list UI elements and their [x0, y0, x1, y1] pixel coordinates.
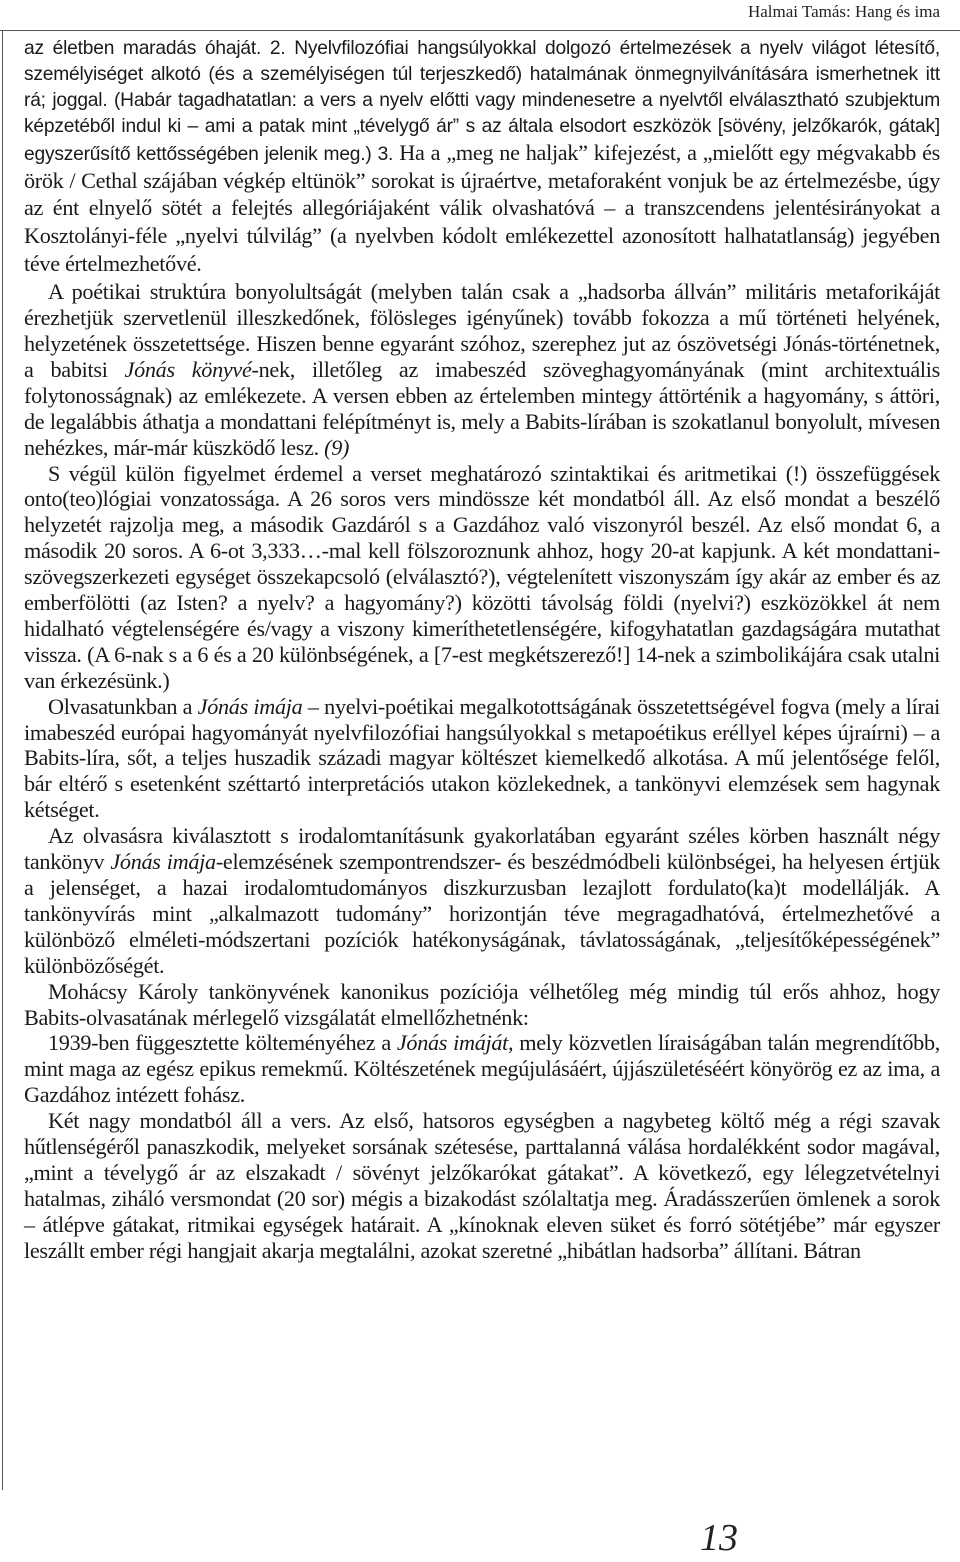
quote-1-text-b: mely közvetlen líraiságában talán megrendítőbb, mint maga az egész epikus remekmű. Költészetének megújulásáért, újjászületéséért könyörög ez az ima, a Gazdához intézett fohász.: [24, 1030, 940, 1108]
running-header: Halmai Tamás: Hang és ima: [747, 2, 940, 21]
page-number: 13: [700, 1517, 738, 1559]
paragraph-1-serif-part: Ha a „meg ne haljak” kifejezést, a „mielőtt egy mégvakabb és örök / Cethal szájában végkép eltünök” sorokat is újraértve, metaforaként vonjuk be az értelmezésbe, úgy az ént elnyelő sötét a felejtés allegóriájaként válik olvashatóvá – a transzcendens jelentésirányokat a Kosztolányi-féle „nyelvi túlvilág” (a nyelvben kódolt emlékezettel azonosított halhatatlanság) jegyében téve értelmezhetővé.: [24, 139, 941, 277]
paragraph-5-text-b: -elemzésének szempontrendszer- és beszédmódbeli különbségei, ha helyesen értjük a jelenséget, a hazai irodalomtudományos diszkurzusban lezajlott fordulato(ka)t modellálják. A tankönyvírás mint „alkalmazott tudomány” horizontján téve megragadhatóvá, értelmezhetővé a különböző elméleti-módszertani pozíciók hatékonyságának, távlatosságának, „teljesítőképességének” különbözőségét.: [24, 849, 940, 978]
paragraph-4-italic: Jónás imája: [197, 693, 303, 719]
paragraph-4: [24, 694, 940, 824]
quote-1-italic: Jónás imáját,: [396, 1030, 514, 1056]
quote-paragraph-2: Két nagy mondatból áll a vers. Az első, hatsoros egységben a nagybeteg költő még a régi szavak hűtlenségéről panaszkodik, melyeket sorsának szétesése, parttalanná válása hordalékként sodor magával, „mint a tévelygő ár az elszakadt / sövényt jelzőkarókat gátakat”. A következő, egy lélegzetvételnyi hatalmas, ziháló versmondat (20 sor) mégis a bizakodást szólaltatja meg. Áradásszerűen ömlenek a sorok – átlépve gátakat, ritmikai egységek határait. A „kínoknak eleven süket és forró sötétjébe” már egyszer leszállt ember régi hangjait akarja megtalálni, azokat szeretné „hibátlan hadsorba” állítani. Bátran: [24, 1108, 940, 1263]
header-rule: [0, 30, 960, 31]
footnote-reference: (9): [324, 434, 350, 460]
paragraph-4-text-a: Olvasatunkban a: [48, 693, 198, 719]
paragraph-1: [24, 36, 940, 279]
paragraph-2-text-a: A poétikai struktúra bonyolultságát (melyben talán csak a „hadsorba állván” militáris metaforikáját érezhetjük szervetlenül illeszkedőnek, fölösleges igényűnek) tovább fokozza a mű történeti helyének, helyzetének összetettsége. Hiszen benne egyaránt szóhoz, szerephez jut az ószövetségi Jónás-történetnek, a babitsi: [24, 279, 940, 382]
paragraph-5-text-a: Az olvasásra kiválasztott s irodalomtanításunk gyakorlatában egyaránt széles körben használt négy tankönyv: [24, 823, 940, 875]
article-body: [24, 36, 940, 1264]
paragraph-4-text-b: – nyelvi-poétikai megalkotottságának összetettségével fogva (mely a lírai imabeszéd európai hagyományát nyelvfilozófiai hangsúlyokkal s metapoétikus eréllyel képes újraírni) – a Babits-líra, sőt, a teljes huszadik századi magyar költészet kiemelkedő alkotása. A mű jelentősége felől, bár eltérő s esetenként széttartó interpretációs utakon közlekednek, a tankönyvi elemzések sem hagynak kétséget.: [24, 693, 941, 823]
quote-1-text-a: 1939-ben függesztette költeményéhez a: [48, 1030, 397, 1056]
paragraph-2: [24, 279, 940, 460]
paragraph-5: [24, 823, 940, 978]
paragraph-2-text-b: -nek, illetőleg az imabeszéd szöveghagyományának (mint architextuális folytonosságnak) az emlékezete. A versen ebben az értelemben mintegy áttörténik a hagyomány, s áttöri, de legalábbis áthatja a mondattani felépítményt is, mely a Babits-lírában is szokatlanul bonyolult, mívesen nehézkes, már-már küszködő lesz.: [24, 356, 940, 460]
quote-paragraph-1: [24, 1030, 940, 1108]
paragraph-5-italic: Jónás imája: [110, 849, 216, 875]
paragraph-6: Mohácsy Károly tankönyvének kanonikus pozíciója vélhetőleg még mindig túl erős ahhoz, hogy Babits-olvasatának mérlegelő vizsgálatát elmellőzhetnénk:: [24, 978, 940, 1030]
paragraph-2-italic: Jónás könyvé: [124, 356, 252, 382]
paragraph-1-sans-part: az életben maradás óhaját. 2. Nyelvfilozófiai hangsúlyokkal dolgozó értelmezések a nyelv világot létesítő, személyiséget alkotó (és a személyiségen túl terjeszkedő) hatalmának önmegnyilvánítására ismerhetnek itt rá; joggal. (Habár tagadhatatlan: a vers a nyelv előtti vagy mindenesetre a nyelvtől elválasztható szubjektum képzetéből indul ki – ami a patak mint „tévelygő ár” s az általa elsodort eszközök [sövény, jelzőkarók, gátak] egyszerűsítő kettősségében jelenik meg.) 3.: [24, 38, 940, 165]
paragraph-3: S végül külön figyelmet érdemel a verset meghatározó szintaktikai és aritmetikai (!) összefüggések onto(teo)lógiai vonzatossága. A 26 soros vers mindössze két mondatból áll. Az első mondat a beszélő helyzetét rajzolja meg, a második Gazdáról s a Gazdához való viszonyról beszél. Az első mondat 6, a második 20 soros. A 6-ot 3,333…-mal kell fölszoroznunk ahhoz, hogy 20-at kapjunk. A két mondattani-szövegszerkezeti egységet összekapcsoló (elválasztó?), végtelenített viszonyszám így akár az ember és az emberfölötti (az Isten? a nyelv? a hagyomány?) közötti távolság földi (nyelvi?) eszközökkel át nem hidalható végtelenségére és/vagy a viszony kimeríthetetlenségére, kifogyhatatlan gazdagságára mutathat vissza. (A 6-nak s a 6 és a 20 különbségének, a [7-est megkétszerező!] 14-nek a szimbolikájára csak utalni van érkezésünk.): [24, 460, 940, 693]
left-margin-rule: [2, 30, 3, 1490]
